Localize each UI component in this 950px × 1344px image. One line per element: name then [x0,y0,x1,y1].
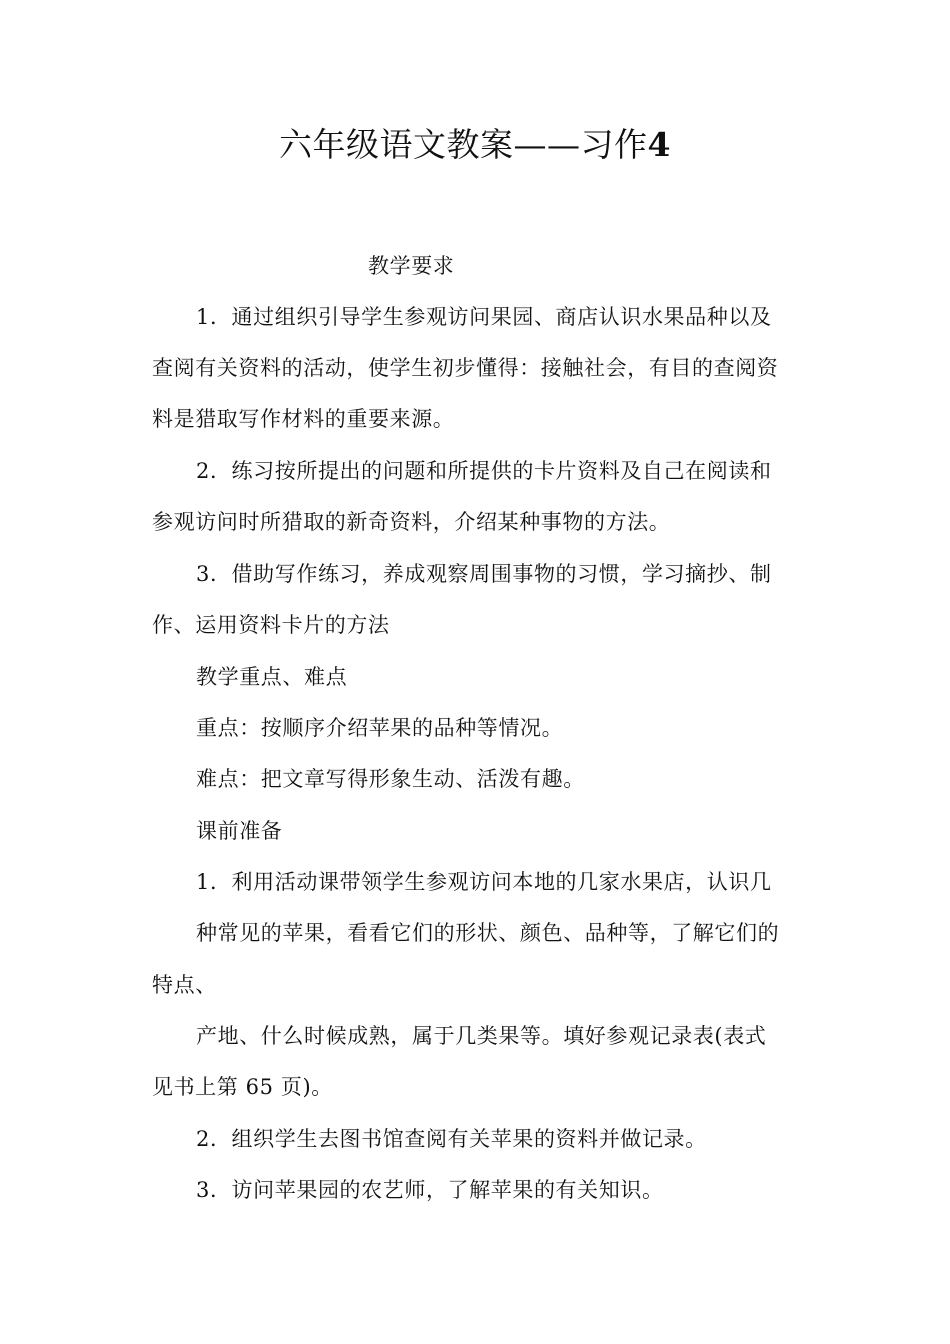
paragraph-line: 3．借助写作练习，养成观察周围事物的习惯，学习摘抄、制 [196,562,772,586]
document-title-text: 六年级语文教案——习作 [279,125,648,164]
paragraph-line: 作、运用资料卡片的方法 [152,613,390,637]
paragraph-line: 特点、 [152,973,217,997]
document-title [0,120,950,170]
section-heading-teaching-requirements: 教学要求 [368,254,455,278]
paragraph-line: 1．通过组织引导学生参观访问果园、商店认识水果品种以及 [196,305,772,329]
paragraph-line: 种常见的苹果，看看它们的形状、颜色、品种等，了解它们的 [196,921,780,945]
paragraph-line: 难点：把文章写得形象生动、活泼有趣。 [196,767,585,791]
paragraph-line: 料是猎取写作材料的重要来源。 [152,407,455,431]
paragraph-line: 重点：按顺序介绍苹果的品种等情况。 [196,716,564,740]
document-title-number: 4 [647,125,671,164]
paragraph-line: 2．练习按所提出的问题和所提供的卡片资料及自己在阅读和 [196,459,772,483]
paragraph-line: 1．利用活动课带领学生参观访问本地的几家水果店，认识几 [196,870,772,894]
section-heading-key-points: 教学重点、难点 [196,665,348,689]
paragraph-line: 2．组织学生去图书馆查阅有关苹果的资料并做记录。 [196,1127,707,1151]
section-heading-preparation: 课前准备 [196,819,283,843]
paragraph-line: 见书上第 65 页)。 [152,1075,333,1099]
paragraph-line: 3．访问苹果园的农艺师，了解苹果的有关知识。 [196,1178,664,1202]
paragraph-line: 参观访问时所猎取的新奇资料，介绍某种事物的方法。 [152,510,671,534]
paragraph-line: 产地、什么时候成熟，属于几类果等。填好参观记录表(表式 [196,1024,767,1048]
paragraph-line: 查阅有关资料的活动，使学生初步懂得：接触社会，有目的查阅资 [152,356,779,380]
